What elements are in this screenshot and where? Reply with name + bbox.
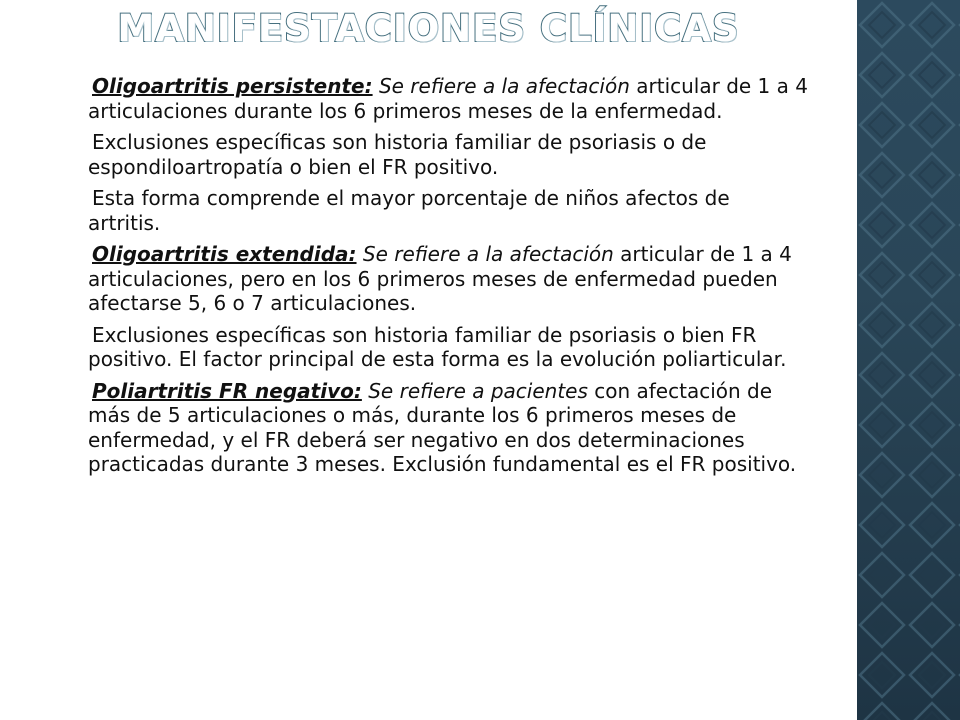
term-definition-lead: Se refiere a la afectación — [356, 242, 614, 266]
paragraph-text: articular de 1 a 4 articulaciones durante los 6 primeros meses de la enfermedad. — [88, 74, 808, 123]
term-label: Oligoartritis persistente: — [92, 74, 373, 98]
diamond-pattern — [857, 0, 960, 720]
paragraph-oligoartritis-extendida — [88, 242, 808, 316]
term-label: Oligoartritis extendida: — [92, 242, 357, 266]
slide-title: MANIFESTACIONES CLÍNICAS — [117, 7, 740, 50]
paragraph-porcentaje: Esta forma comprende el mayor porcentaje de niños afectos de artritis. — [88, 186, 730, 235]
paragraph-text: con afectación de más de 5 articulaciones o más, durante los 6 primeros meses de enfermedad, y el FR deberá ser negativo en dos determinaciones practicadas durante 3 meses. Exclusión fundamental es el FR positivo. — [88, 378, 797, 476]
paragraph-exclusiones-2: Exclusiones específicas son historia familiar de psoriasis o bien FR positivo. El factor principal de esta forma es la evolución poliarticular. — [88, 322, 787, 371]
decorative-side-panel — [857, 0, 960, 720]
term-label: Poliartritis FR negativo: — [92, 378, 362, 403]
paragraph-oligoartritis-persistente — [88, 74, 808, 123]
paragraph-exclusiones-1: Exclusiones específicas son historia familiar de psoriasis o de espondiloartropatía o bien el FR positivo. — [88, 130, 707, 179]
term-definition-lead: Se refiere a la afectación — [372, 74, 630, 98]
paragraph-text: articular de 1 a 4 articulaciones, pero en los 6 primeros meses de enfermedad pueden afectarse 5, 6 o 7 articulaciones. — [88, 242, 792, 315]
slide-body — [88, 74, 808, 484]
term-definition-lead: Se refiere a pacientes — [361, 378, 588, 403]
paragraph-poliartritis-fr-negativo — [88, 379, 808, 477]
